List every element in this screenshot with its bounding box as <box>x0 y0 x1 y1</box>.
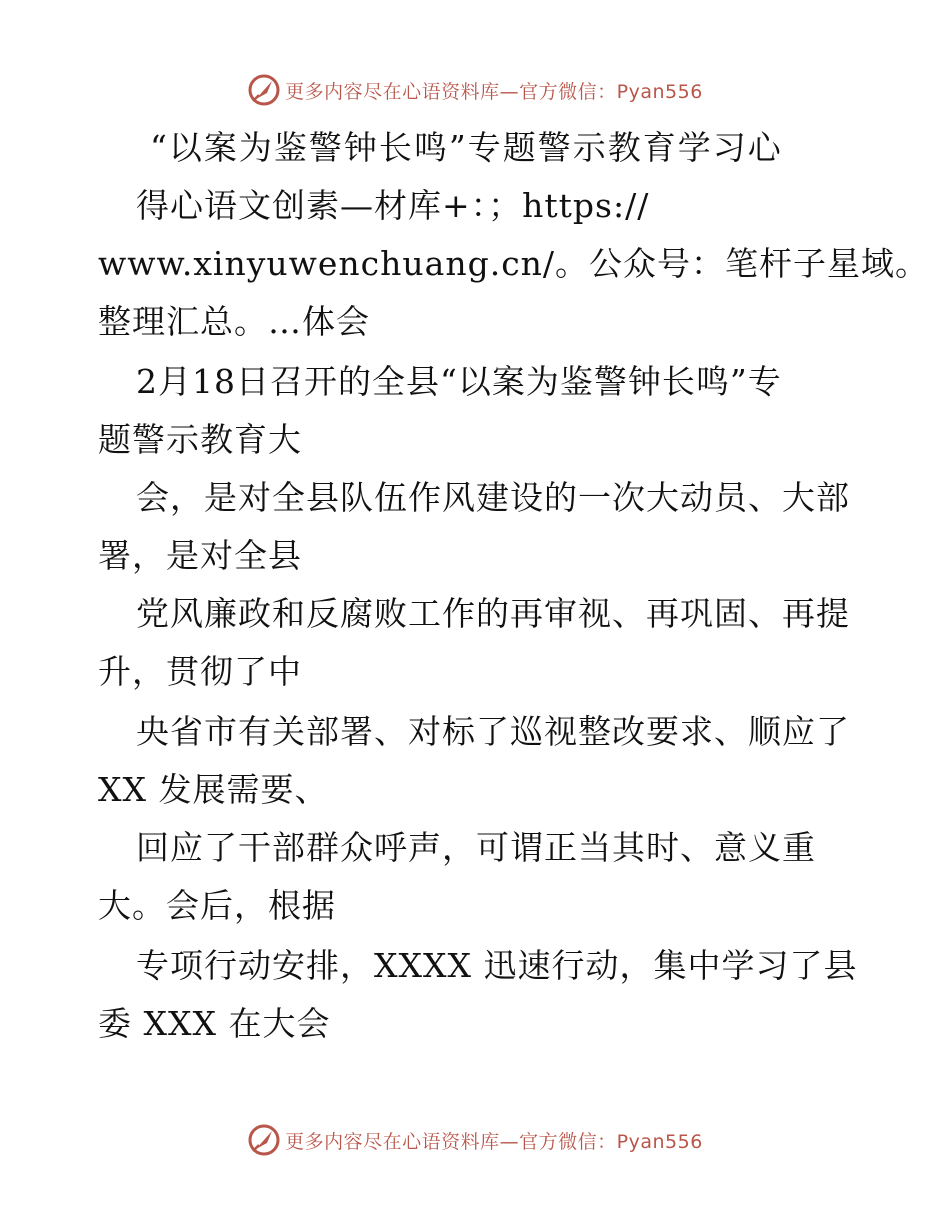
paragraph-line: 得心语文创素—材库+：；https:// <box>136 186 650 225</box>
watermark-banner-bottom <box>0 1120 950 1160</box>
watermark-text: 更多内容尽在心语资料库—官方微信：Pyan556 <box>285 1130 703 1153</box>
paragraph-line: 署，是对全县 <box>98 536 302 575</box>
paragraph-line: 2月18日召开的全县“以案为鉴警钟长鸣”专 <box>136 362 782 401</box>
feather-quill-logo-icon <box>247 73 281 107</box>
paragraph-line: 委 XXX 在大会 <box>98 1004 331 1043</box>
paragraph-line: 会，是对全县队伍作风建设的一次大动员、大部 <box>136 478 850 517</box>
paragraph-line: 专项行动安排，XXXX 迅速行动，集中学习了县 <box>136 946 858 985</box>
watermark-banner-top <box>0 70 950 110</box>
paragraph-line: 整理汇总。…体会 <box>98 302 370 341</box>
paragraph-line: 题警示教育大 <box>98 420 302 459</box>
feather-quill-logo-icon <box>247 1123 281 1157</box>
paragraph-line: 央省市有关部署、对标了巡视整改要求、顺应了 <box>136 712 850 751</box>
paragraph-line: 升，贯彻了中 <box>98 652 302 691</box>
watermark-text: 更多内容尽在心语资料库—官方微信：Pyan556 <box>285 80 703 103</box>
document-title: “以案为鉴警钟长鸣”专题警示教育学习心 <box>150 128 783 167</box>
paragraph-line: XX 发展需要、 <box>98 770 329 809</box>
paragraph-line: 回应了干部群众呼声，可谓正当其时、意义重 <box>136 828 816 867</box>
paragraph-line: 大。会后，根据 <box>98 886 336 925</box>
paragraph-line: www.xinyuwenchuang.cn/。公众号：笔杆子星域。 <box>98 244 930 283</box>
paragraph-line: 党风廉政和反腐败工作的再审视、再巩固、再提 <box>136 594 850 633</box>
